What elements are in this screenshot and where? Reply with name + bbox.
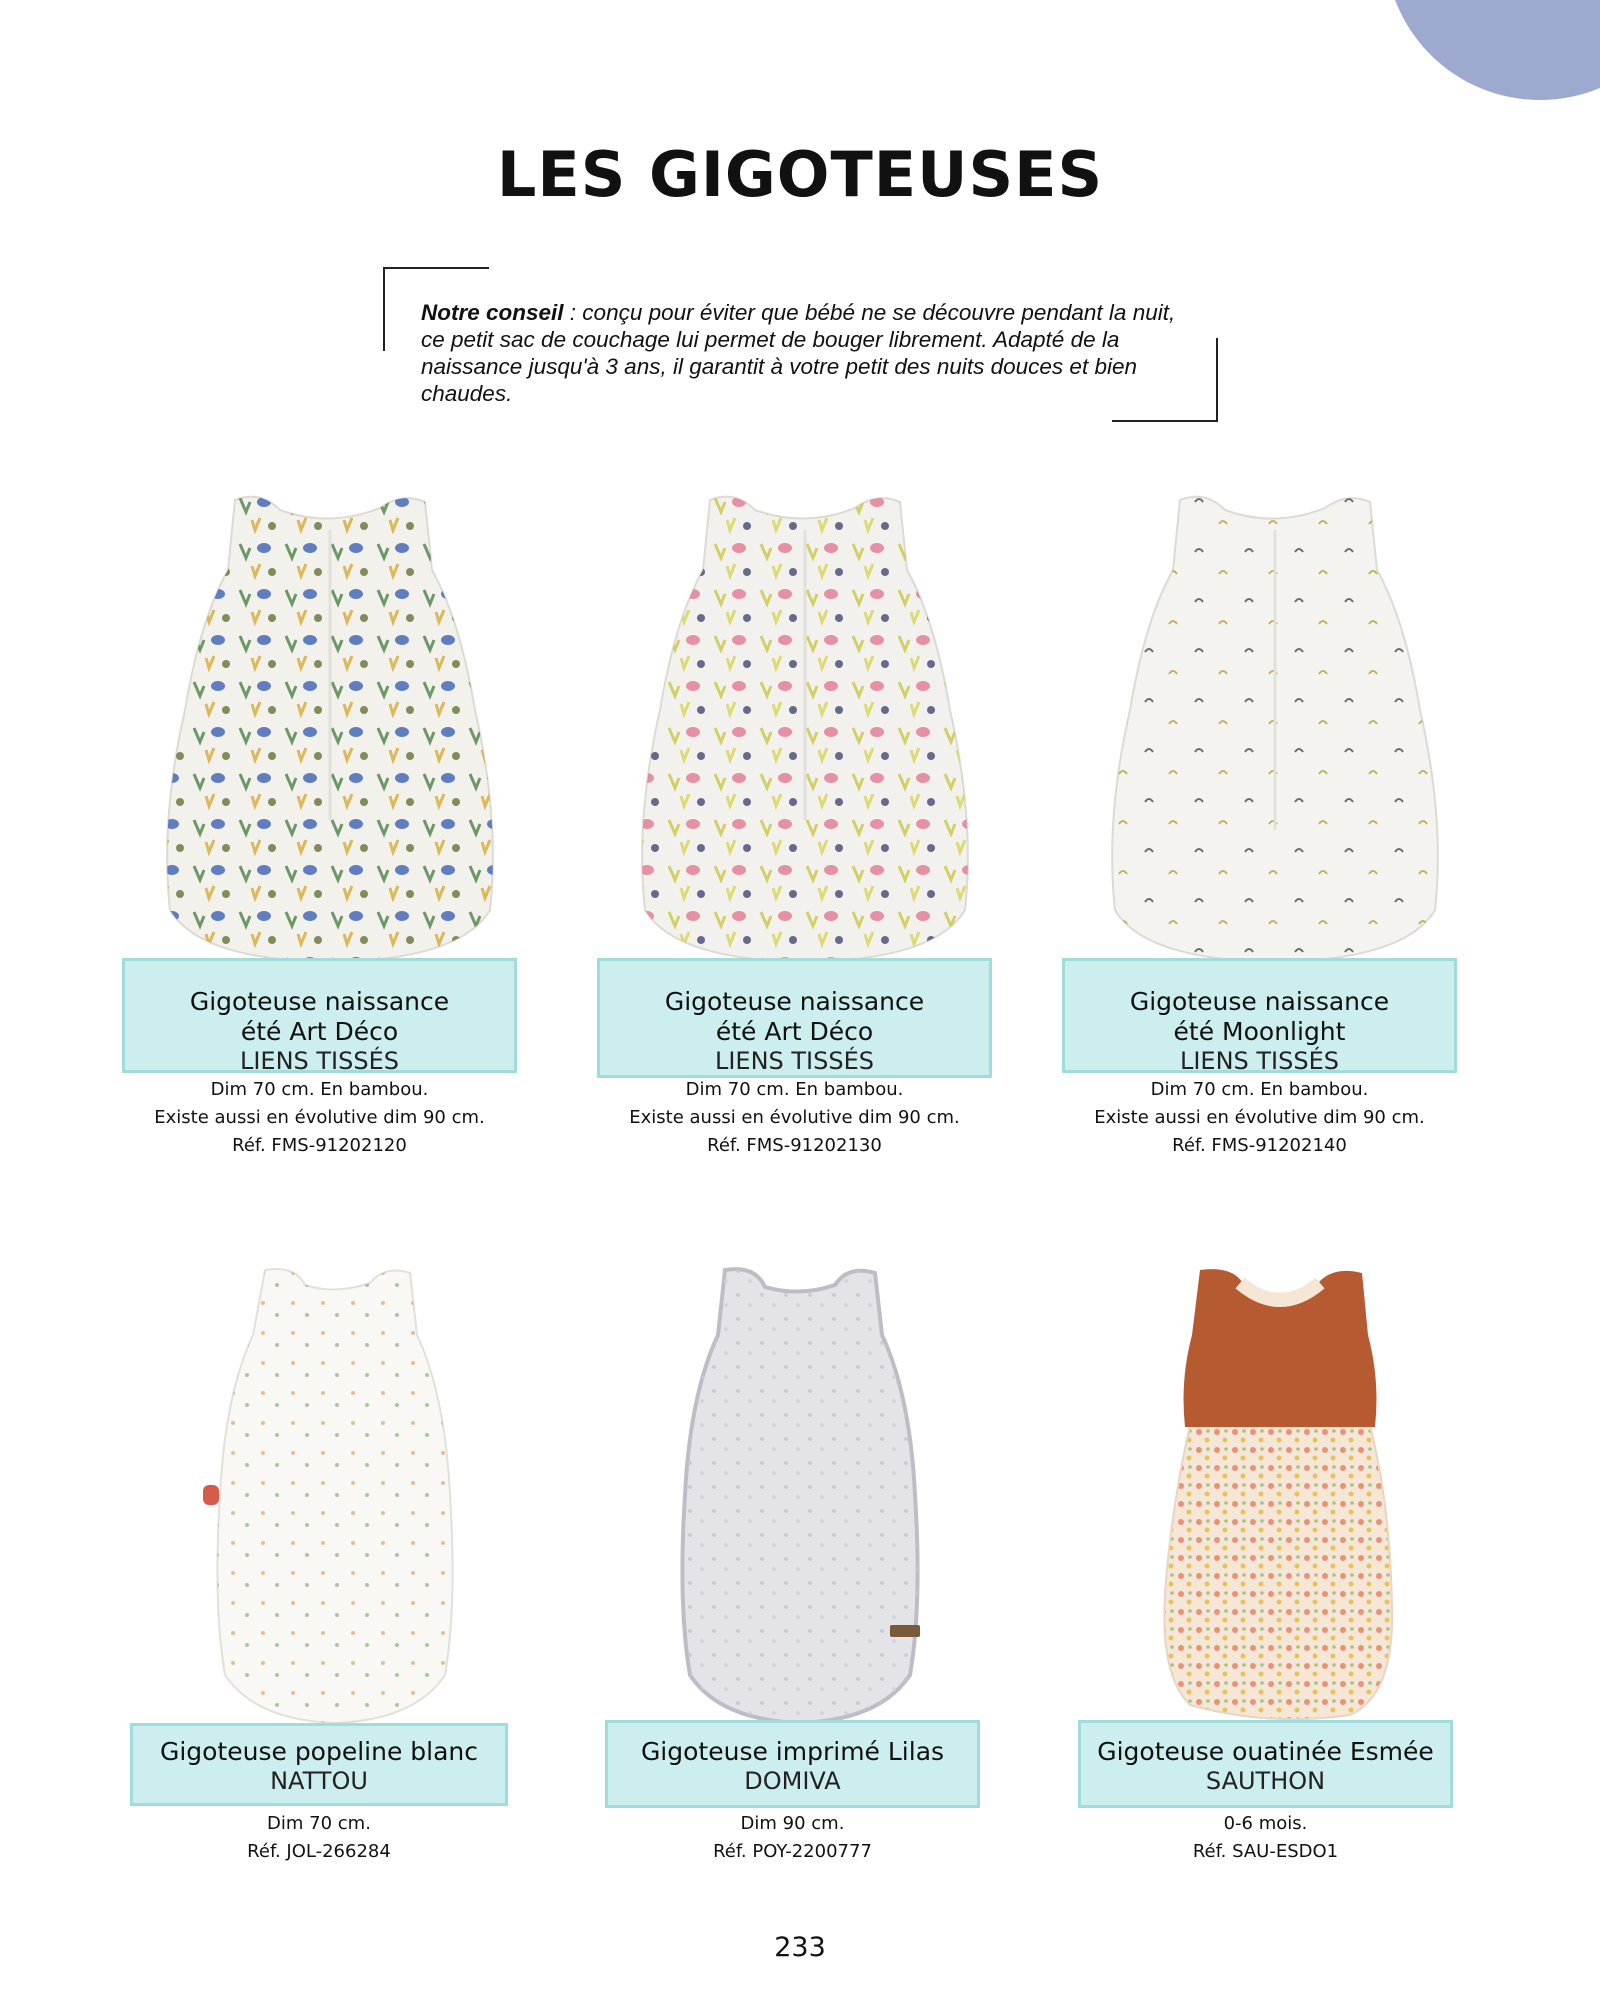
product-brand: LIENS TISSÉS: [1179, 1047, 1340, 1075]
product-brand: SAUTHON: [1205, 1767, 1326, 1795]
product-label-5: [605, 1720, 980, 1808]
product-detail: 0-6 mois.: [1223, 1813, 1308, 1834]
product-detail: Dim 70 cm. En bambou.: [210, 1079, 429, 1100]
product-name: Gigoteuse popeline blanc: [159, 1737, 479, 1766]
product-details-3: [1062, 1076, 1457, 1160]
product-label-6: [1078, 1720, 1453, 1808]
sleeping-bag-image-6: [1140, 1265, 1420, 1725]
product-reference: Réf. JOL-266284: [247, 1841, 391, 1862]
product-reference: Réf. FMS-91202130: [707, 1135, 882, 1156]
product-detail: Existe aussi en évolutive dim 90 cm.: [154, 1107, 485, 1128]
product-reference: Réf. FMS-91202120: [232, 1135, 407, 1156]
sleeping-bag-image-4: [195, 1265, 475, 1725]
page-number: 233: [774, 1932, 826, 1963]
product-detail: Existe aussi en évolutive dim 90 cm.: [629, 1107, 960, 1128]
sleeping-bag-image-5: [660, 1265, 940, 1725]
product-name: Gigoteuse ouatinée Esmée: [1097, 1737, 1434, 1766]
sleeping-bag-image-2: [615, 490, 995, 965]
product-brand: LIENS TISSÉS: [714, 1047, 875, 1075]
product-reference: Réf. SAU-ESDO1: [1192, 1841, 1339, 1862]
product-name: Gigoteuse naissance été Art Déco: [189, 987, 450, 1046]
advice-box: [383, 267, 1218, 422]
product-detail: Dim 70 cm. En bambou.: [685, 1079, 904, 1100]
corner-decoration: [1385, 0, 1600, 100]
product-brand: NATTOU: [270, 1767, 368, 1795]
advice-lead: Notre conseil: [421, 300, 564, 325]
product-name: Gigoteuse naissance été Art Déco: [664, 987, 925, 1046]
product-details-6: [1078, 1810, 1453, 1866]
product-reference: Réf. FMS-91202140: [1172, 1135, 1347, 1156]
product-label-3: [1062, 958, 1457, 1073]
product-name: Gigoteuse naissance été Moonlight: [1129, 987, 1390, 1046]
advice-body: : conçu pour éviter que bébé ne se découvre pendant la nuit, ce petit sac de couchage lui permet de bouger librement. Adapté de la naissance jusqu'à 3 ans, il garantit à votre petit des nuits douces et bien chaudes.: [421, 300, 1176, 406]
product-brand: LIENS TISSÉS: [239, 1047, 400, 1075]
product-label-4: [130, 1723, 508, 1806]
page-title: LES GIGOTEUSES: [496, 138, 1104, 211]
product-detail: Dim 90 cm.: [740, 1813, 845, 1834]
product-details-5: [605, 1810, 980, 1866]
sleeping-bag-image-1: [140, 490, 520, 965]
product-detail: Dim 70 cm.: [267, 1813, 371, 1834]
product-brand: DOMIVA: [744, 1767, 841, 1795]
product-name: Gigoteuse imprimé Lilas: [640, 1737, 945, 1766]
product-details-2: [597, 1076, 992, 1160]
product-detail: Dim 70 cm. En bambou.: [1150, 1079, 1369, 1100]
product-details-1: [122, 1076, 517, 1160]
product-reference: Réf. POY-2200777: [713, 1841, 872, 1862]
product-details-4: [130, 1810, 508, 1866]
sleeping-bag-image-3: [1085, 490, 1465, 965]
product-label-1: [122, 958, 517, 1073]
advice-text: [421, 299, 1201, 407]
product-detail: Existe aussi en évolutive dim 90 cm.: [1094, 1107, 1425, 1128]
product-label-2: [597, 958, 992, 1078]
